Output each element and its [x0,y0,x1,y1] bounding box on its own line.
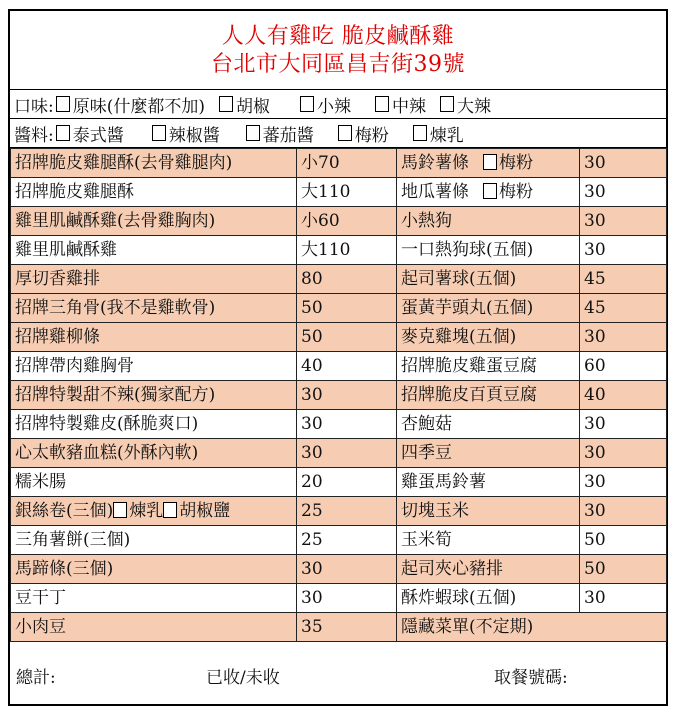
right-item-name: 雞蛋馬鈴薯 [397,468,580,497]
left-item-name: 招牌特製雞皮(酥脆爽口) [11,410,297,439]
left-item-price: 小70 [297,149,397,178]
sauce-label: 醬料: [14,125,54,146]
right-item-price: 30 [580,149,667,178]
right-item-price: 30 [580,584,667,613]
right-item-name: 切塊玉米 [397,497,580,526]
sauce-option-ketchup[interactable]: 蕃茄醬 [246,121,314,146]
menu-row [11,555,667,584]
right-item-name: 招牌脆皮雞蛋豆腐 [397,352,580,381]
flavor-option-mild[interactable]: 小辣 [300,92,351,117]
right-item-price: 30 [580,410,667,439]
left-item-name: 招牌特製甜不辣(獨家配方) [11,381,297,410]
order-form [8,9,668,706]
sauce-option-chili[interactable]: 辣椒醬 [152,121,220,146]
checkbox-icon[interactable] [56,125,70,141]
left-item-price: 40 [297,352,397,381]
menu-row [11,439,667,468]
menu-row [11,352,667,381]
checkbox-icon[interactable] [483,183,497,199]
right-item-name: 隱藏菜單(不定期) [397,613,667,642]
left-item-name: 招牌帶肉雞胸骨 [11,352,297,381]
left-item-price: 25 [297,497,397,526]
menu-row [11,468,667,497]
right-item-name: 酥炸蝦球(五個) [397,584,580,613]
right-item-name: 蛋黃芋頭丸(五個) [397,294,580,323]
right-item-name: 馬鈴薯條 梅粉 [397,149,580,178]
left-item-price: 小60 [297,207,397,236]
menu-row [11,207,667,236]
flavor-option-original[interactable]: 原味(什麼都不加) [56,92,205,117]
right-item-price: 50 [580,526,667,555]
sauce-option-condensed-milk[interactable]: 煉乳 [413,121,464,146]
right-item-price: 60 [580,352,667,381]
checkbox-icon[interactable] [56,96,70,112]
checkbox-icon[interactable] [338,125,352,141]
left-item-name: 厚切香雞排 [11,265,297,294]
menu-row [11,265,667,294]
flavor-option-pepper[interactable]: 胡椒 [219,92,270,117]
left-item-name: 糯米腸 [11,468,297,497]
left-item-price: 30 [297,584,397,613]
menu-row [11,178,667,207]
checkbox-icon[interactable] [300,96,314,112]
left-item-price: 80 [297,265,397,294]
menu-row [11,410,667,439]
flavor-option-medium[interactable]: 中辣 [375,92,426,117]
left-item-price: 50 [297,323,397,352]
right-item-name: 四季豆 [397,439,580,468]
menu-row [11,526,667,555]
checkbox-icon[interactable] [413,125,427,141]
right-item-price: 30 [580,497,667,526]
menu-row [11,497,667,526]
checkbox-icon[interactable] [163,502,177,518]
total-label: 總計: [16,667,56,688]
checkbox-icon[interactable] [113,502,127,518]
left-item-name: 小肉豆 [11,613,297,642]
shop-address: 台北市大同區昌吉街39號 [211,52,465,77]
right-item-price: 30 [580,236,667,265]
left-item-price: 35 [297,613,397,642]
left-item-price: 大110 [297,178,397,207]
right-item-option: 梅粉 [499,182,533,202]
payment-status-label[interactable]: 已收/未收 [206,667,280,688]
left-item-name: 銀絲卷(三個) 煉乳 胡椒鹽 [11,497,297,526]
left-item-price: 20 [297,468,397,497]
right-item-price: 50 [580,555,667,584]
left-item-name: 馬蹄條(三個) [11,555,297,584]
right-item-name: 起司夾心豬排 [397,555,580,584]
left-item-name: 豆干丁 [11,584,297,613]
checkbox-icon[interactable] [375,96,389,112]
right-item-option: 梅粉 [499,153,533,173]
shop-name: 人人有雞吃 脆皮鹹酥雞 [221,24,455,49]
menu-table [10,148,667,642]
menu-row [11,149,667,178]
checkbox-icon[interactable] [440,96,454,112]
right-item-name: 地瓜薯條 梅粉 [397,178,580,207]
pickup-number-label: 取餐號碼: [494,667,568,688]
left-item-name: 雞里肌鹹酥雞 [11,236,297,265]
flavor-row [10,90,666,119]
left-item-price: 30 [297,439,397,468]
sauce-option-thai[interactable]: 泰式醬 [56,121,124,146]
checkbox-icon[interactable] [219,96,233,112]
left-item-name: 招牌脆皮雞腿酥(去骨雞腿肉) [11,149,297,178]
right-item-price: 30 [580,207,667,236]
left-item-name: 心太軟豬血糕(外酥內軟) [11,439,297,468]
right-item-name: 麥克雞塊(五個) [397,323,580,352]
sauce-option-plum[interactable]: 梅粉 [338,121,389,146]
left-item-price: 25 [297,526,397,555]
checkbox-icon[interactable] [246,125,260,141]
menu-row [11,381,667,410]
right-item-price: 30 [580,323,667,352]
order-footer [10,646,666,704]
menu-row [11,323,667,352]
right-item-price: 30 [580,468,667,497]
right-item-price: 30 [580,178,667,207]
left-item-price: 30 [297,555,397,584]
right-item-name: 小熱狗 [397,207,580,236]
flavor-option-hot[interactable]: 大辣 [440,92,491,117]
menu-row [11,294,667,323]
checkbox-icon[interactable] [483,154,497,170]
left-item-name: 招牌雞柳條 [11,323,297,352]
right-item-price: 45 [580,294,667,323]
sauce-row [10,119,666,148]
left-item-price: 大110 [297,236,397,265]
left-item-price: 30 [297,410,397,439]
right-item-name: 起司薯球(五個) [397,265,580,294]
menu-row [11,584,667,613]
left-item-name: 雞里肌鹹酥雞(去骨雞胸肉) [11,207,297,236]
right-item-name: 一口熱狗球(五個) [397,236,580,265]
left-item-price: 50 [297,294,397,323]
left-item-option: 煉乳 [129,501,164,521]
menu-row [11,236,667,265]
left-item-price: 30 [297,381,397,410]
right-item-price: 45 [580,265,667,294]
right-item-name: 杏鮑菇 [397,410,580,439]
checkbox-icon[interactable] [152,125,166,141]
left-item-name: 三角薯餅(三個) [11,526,297,555]
right-item-price: 30 [580,439,667,468]
left-item-option: 胡椒鹽 [179,501,231,521]
right-item-name: 招牌脆皮百頁豆腐 [397,381,580,410]
shop-header [10,11,666,90]
menu-row [11,613,667,642]
flavor-label: 口味: [14,96,54,117]
left-item-name: 招牌三角骨(我不是雞軟骨) [11,294,297,323]
right-item-price: 40 [580,381,667,410]
right-item-name: 玉米筍 [397,526,580,555]
left-item-name: 招牌脆皮雞腿酥 [11,178,297,207]
